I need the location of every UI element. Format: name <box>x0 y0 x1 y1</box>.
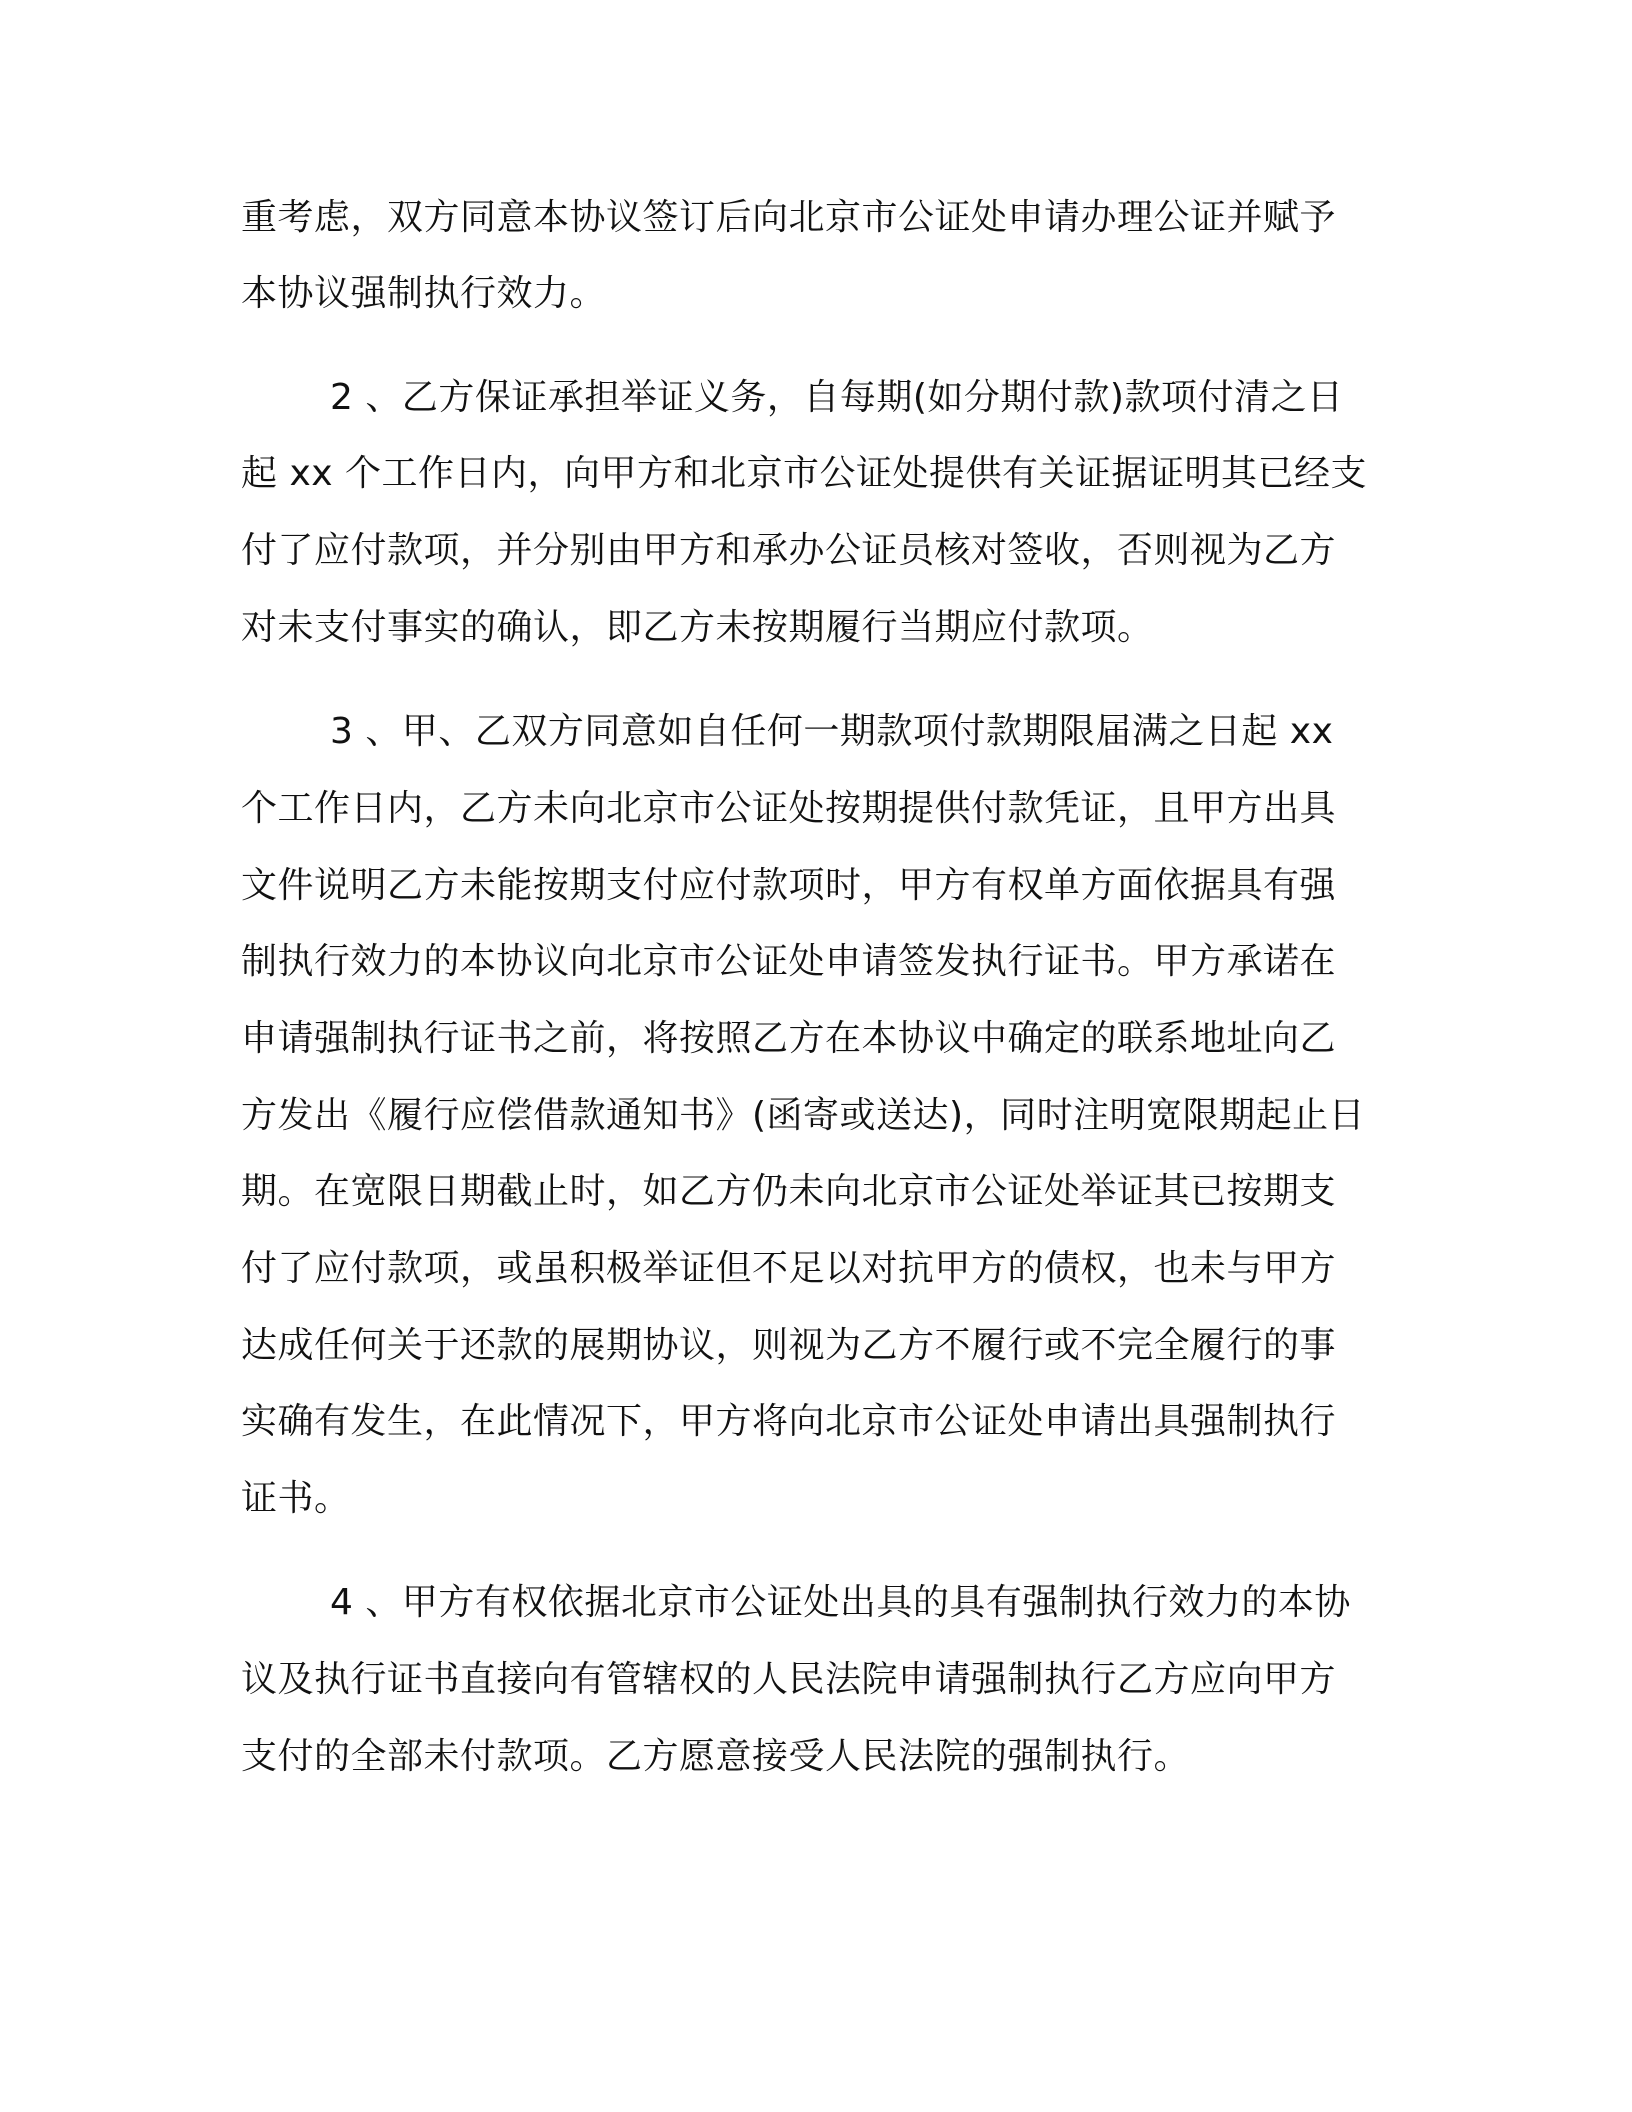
text-line: 4 、甲方有权依据北京市公证处出具的具有强制执行效力的本协 <box>330 1582 1351 1623</box>
text-line: 3 、甲、乙双方同意如自任何一期款项付款期限届满之日起 xx <box>330 711 1334 752</box>
text-line: 期。在宽限日期截止时，如乙方仍未向北京市公证处举证其已按期支 <box>241 1171 1337 1212</box>
text-line: 达成任何关于还款的展期协议，则视为乙方不履行或不完全履行的事 <box>241 1325 1337 1366</box>
text-line: 个工作日内，乙方未向北京市公证处按期提供付款凭证，且甲方出具 <box>241 788 1337 829</box>
text-line: 支付的全部未付款项。乙方愿意接受人民法院的强制执行。 <box>241 1736 1191 1777</box>
text-line: 2 、乙方保证承担举证义务，自每期(如分期付款)款项付清之日 <box>330 377 1344 418</box>
text-line: 付了应付款项，或虽积极举证但不足以对抗甲方的债权，也未与甲方 <box>241 1248 1337 1289</box>
text-line: 起 xx 个工作日内，向甲方和北京市公证处提供有关证据证明其已经支 <box>241 453 1367 494</box>
text-line: 本协议强制执行效力。 <box>241 273 607 314</box>
text-line: 重考虑，双方同意本协议签订后向北京市公证处申请办理公证并赋予 <box>241 197 1337 238</box>
text-line: 方发出《履行应偿借款通知书》(函寄或送达)，同时注明宽限期起止日 <box>241 1095 1366 1136</box>
text-line: 实确有发生，在此情况下，甲方将向北京市公证处申请出具强制执行 <box>241 1401 1337 1442</box>
text-line: 证书。 <box>241 1478 351 1519</box>
text-line: 付了应付款项，并分别由甲方和承办公证员核对签收，否则视为乙方 <box>241 530 1337 571</box>
text-line: 制执行效力的本协议向北京市公证处申请签发执行证书。甲方承诺在 <box>241 941 1337 982</box>
text-line: 对未支付事实的确认，即乙方未按期履行当期应付款项。 <box>241 607 1154 648</box>
text-line: 申请强制执行证书之前，将按照乙方在本协议中确定的联系地址向乙 <box>241 1018 1337 1059</box>
text-line: 文件说明乙方未能按期支付应付款项时，甲方有权单方面依据具有强 <box>241 865 1337 906</box>
text-line: 议及执行证书直接向有管辖权的人民法院申请强制执行乙方应向甲方 <box>241 1659 1337 1700</box>
